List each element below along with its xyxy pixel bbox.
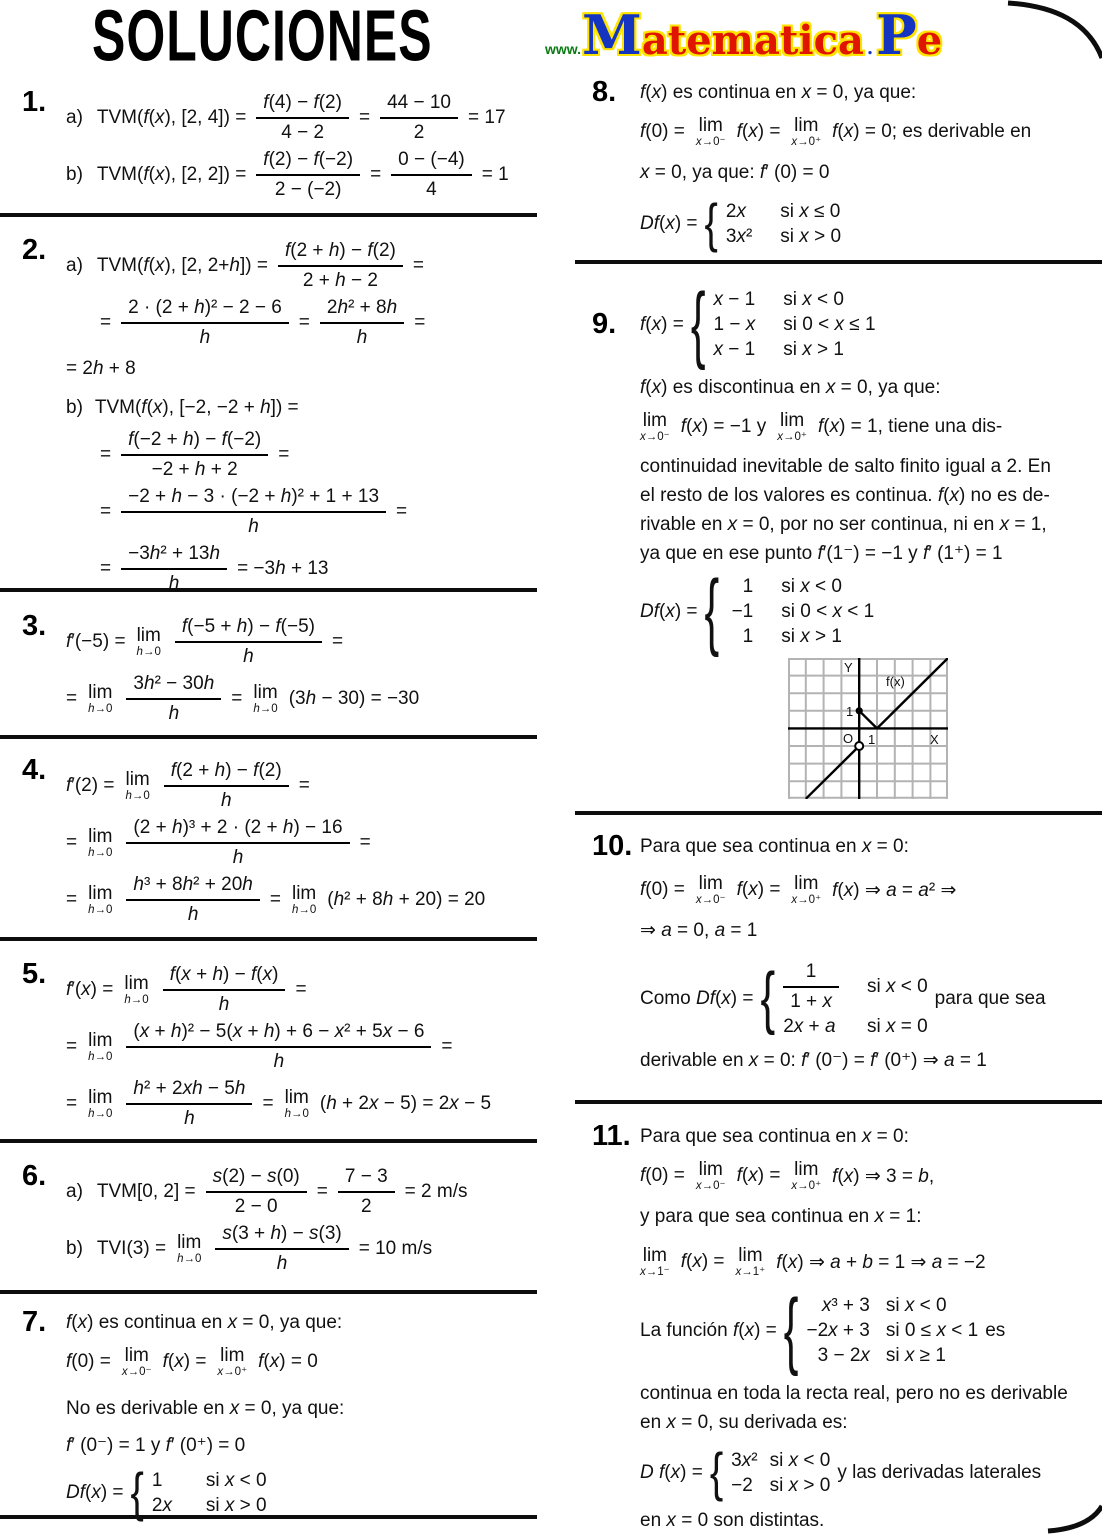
separator-line [575,260,1102,264]
solution-item-6 [20,1162,540,1279]
limit-operator: lim x→0⁻ [640,409,670,443]
fraction: $\frac{f(4) - f(2)}{4 - 2}$ [256,92,349,144]
math-fragment: TVM(f(x), [−2, −2 + h]) = [94,397,299,418]
formula-line [640,1154,1102,1198]
item-number: 6. [22,1160,47,1192]
text-line: en x = 0, su derivada es: [640,1412,848,1433]
fraction: $\frac{f(2 + h) - f(2)}{h}$ [164,760,289,812]
limit-operator: lim x→0⁺ [791,1158,822,1192]
math-fragment: = [262,1093,274,1114]
fraction: $\frac{\text{h³ + 8h² + 20h}}{h}$ [126,874,259,926]
fraction: $\frac{f(-2 + h) - f(-2)}{-2 + h + 2}$ [121,429,268,481]
svg-text:X: X [930,732,939,747]
fraction: $\frac{\text{−3h² + 13h}}{h}$ [121,543,227,595]
math-fragment: = [269,889,281,910]
page-title: SOLUCIONES [92,0,433,77]
formula-line [66,672,540,726]
math-fragment: = [100,444,112,465]
formula-line [100,428,540,482]
formula-line [640,194,1102,254]
math-fragment: = [298,312,310,333]
math-fragment: TVI(3) = [96,1238,167,1259]
math-fragment: = [278,444,290,465]
fraction: $\frac{\text{−2 + h − 3 · (−2 + h)² + 1 + 13}}{h}$ [121,486,386,538]
fraction: $\frac{\text{h² + 2xh − 5h}}{h}$ [126,1078,252,1130]
math-fragment: Df(x) = [66,1482,124,1503]
piecewise-cases: { 1 si x < 0 −1 si 0 < x < 1 1 si x > 1 [704,563,875,659]
math-fragment: = 17 [468,107,506,128]
logo-dot: . [866,38,874,59]
math-fragment: f(x) = [680,1251,725,1272]
math-fragment: = [358,107,371,128]
solution-item-7 [20,1308,540,1523]
text-line: y para que sea continua en x = 1: [640,1206,922,1227]
matematica-pe-logo [545,3,943,67]
math-fragment: f(x) = 0; es derivable en [832,121,1032,142]
math-fragment: f(x) = [736,1165,781,1186]
math-fragment: TVM[0, 2] = [96,1181,196,1202]
math-fragment: = [298,775,310,796]
math-fragment: = 2 m/s [404,1181,468,1202]
fraction: $\frac{\text{(2 + h)³ + 2 · (2 + h) − 16}}{h}$ [126,817,349,869]
formula-line [640,276,1102,372]
item-number: 7. [22,1306,47,1338]
solution-item-5 [20,960,540,1134]
piecewise-cases: { 2x si x ≤ 0 3x² si x > 0 [704,194,842,254]
fraction: $\frac{0 - (-4)}{4}$ [391,149,472,201]
fraction: $\frac{f(2) - f(-2)}{2 - (-2)}$ [256,149,360,201]
item-number: 2. [22,234,47,266]
limit-operator: lim h→0 [136,624,161,658]
item-number: 10. [592,830,633,862]
item-number: 8. [592,76,617,108]
text-line: ya que en ese punto f′(1⁻) = −1 y f′ (1⁺) = 1 [640,543,1003,564]
math-fragment: = 1 [481,164,509,185]
math-fragment: = [441,1036,453,1057]
graph-labels [843,660,939,747]
solution-item-3 [20,612,540,729]
sub-label: b) [66,397,83,418]
math-fragment: Df(x) = [640,213,698,234]
limit-operator: lim x→0⁻ [121,1344,152,1378]
math-fragment: = [66,688,78,709]
formula-line [640,110,1102,154]
text-line: rivable en x = 0, por no ser continua, ni en x = 1, [640,514,1047,535]
math-fragment: = [66,1036,78,1057]
formula-line [66,148,540,202]
text-line: continua en toda la recta real, pero no es derivable [640,1383,1068,1404]
formula-line [66,963,540,1017]
text-line: f(x) es continua en x = 0, ya que: [66,1312,343,1333]
limit-operator: lim h→0 [124,972,149,1006]
piecewise-cases: { 1 si x < 0 2x si x > 0 [130,1463,267,1523]
math-fragment: La función f(x) = [640,1320,777,1341]
limit-operator: lim x→0⁻ [695,872,726,906]
solution-item-8 [575,78,1102,254]
limit-operator: lim h→0 [88,1086,113,1120]
math-fragment: Df(x) = [640,601,698,622]
formula-line [66,91,540,145]
math-fragment: = [231,688,243,709]
text-line: x = 0, ya que: f′ (0) = 0 [640,162,830,183]
math-fragment: y las derivadas laterales [837,1462,1042,1483]
logo-letter-p: P [876,3,917,67]
fraction: $\frac{s(3 + h) - s(3)}{h}$ [215,1223,348,1275]
formula-line [66,1463,540,1523]
formula-line [66,239,540,293]
formula-line [66,873,540,927]
math-fragment: = [100,501,112,522]
limit-operator: lim h→0 [253,681,278,715]
limit-operator: lim x→1⁺ [735,1244,766,1278]
function-graph [788,658,948,799]
svg-text:f(x): f(x) [886,674,905,689]
fraction: $\frac{f(2 + h) - f(2)}{2 + h - 2}$ [278,240,403,292]
piecewise-cases: { x³ + 3 si x < 0 −2x + 3 si 0 ≤ x < 1 3 − 2x si x ≥ 1 [783,1282,979,1378]
math-fragment: = [414,312,426,333]
limit-operator: lim h→0 [125,768,150,802]
math-fragment: = [100,558,112,579]
brace: { [709,1443,724,1503]
limit-operator: lim h→0 [177,1231,202,1265]
math-fragment: = [412,255,424,276]
limit-operator: lim x→0⁺ [791,114,822,148]
sub-label: b) [66,1238,83,1259]
math-fragment: = [295,979,307,1000]
formula-line [100,296,540,350]
fraction: $\frac{s(2) - s(0)}{2 - 0}$ [206,1166,307,1218]
math-fragment: f(x) = 0 [258,1351,318,1372]
limit-operator: lim x→0⁻ [695,1158,726,1192]
logo-letter-e: e [916,17,943,64]
open-point [855,742,863,750]
logo-letter-m: M [582,3,642,67]
limit-operator: lim x→0⁺ [777,409,807,443]
brace: { [760,960,776,1037]
limit-operator: lim h→0 [88,1029,113,1063]
math-fragment: = [66,889,78,910]
math-fragment: para que sea [934,988,1046,1010]
solution-item-11 [575,1122,1102,1535]
sub-label: b) [66,164,83,185]
math-fragment: = [100,312,112,333]
text-line: f′ (0⁻) = 1 y f′ (0⁺) = 0 [66,1435,246,1456]
formula-line [66,759,540,813]
math-fragment: = [396,501,408,522]
item-number: 4. [22,754,47,786]
formula-line [66,615,540,669]
separator-line [0,1139,537,1143]
brace: { [704,194,718,254]
formula-line [640,1239,1102,1285]
brace: { [130,1463,144,1523]
fraction: $\frac{\text{2 · (2 + h)² − 2 − 6}}{h}$ [121,297,289,349]
item-number: 1. [22,86,47,118]
math-fragment: f′(2) = [66,775,115,796]
fraction: $\frac{7 - 3}{2}$ [338,1166,395,1218]
fraction: $\frac{\text{2h² + 8h}}{h}$ [320,297,404,349]
brace: { [690,276,706,372]
math-fragment: = [370,164,382,185]
piecewise-cases: { x − 1 si x < 0 1 − x si 0 < x ≤ 1 x − 1 si x > 1 [690,276,876,372]
svg-text:1: 1 [868,732,876,747]
text-line: f(x) es continua en x = 0, ya que: [640,82,917,103]
separator-line [575,811,1102,815]
solution-item-4 [20,756,540,930]
sub-label: a) [66,255,83,276]
math-fragment: (3h − 30) = −30 [288,688,420,709]
text-line: continuidad inevitable de salto finito igual a 2. En [640,456,1051,477]
sub-label: a) [66,107,83,128]
math-fragment: D f(x) = [640,1462,703,1483]
math-fragment: TVM(f(x), [2, 4]) = [96,107,247,128]
limit-operator: lim h→0 [284,1086,309,1120]
math-fragment: f(x) = [736,879,781,900]
math-fragment: f′(x) = [66,979,114,1000]
math-fragment: (h + 2x − 5) = 2x − 5 [319,1093,492,1114]
fraction: $\frac{44 - 10}{2}$ [380,92,458,144]
text-line: Para que sea continua en x = 0: [640,1126,909,1147]
closed-point [856,707,863,714]
solution-item-9 [575,276,1102,799]
math-fragment: f(x) ⇒ a + b = 1 ⇒ a = −2 [776,1251,986,1273]
math-fragment: = [331,631,344,652]
formula-line [100,485,540,539]
formula-line [66,1165,540,1219]
separator-line [575,1100,1102,1104]
item-number: 9. [592,308,617,340]
math-fragment: = −3h + 13 [237,558,329,579]
math-fragment: f(x) = −1 y [680,416,767,437]
text-line: f(x) es discontinua en x = 0, ya que: [640,377,941,398]
math-fragment: f(0) = [640,879,685,900]
limit-operator: lim h→0 [88,882,113,916]
text-line: el resto de los valores es continua. f(x) no es de- [640,485,1050,506]
math-fragment: f(0) = [66,1351,111,1372]
limit-operator: lim h→0 [291,882,317,916]
svg-text:Y: Y [844,660,853,675]
text-line: No es derivable en x = 0, ya que: [66,1398,345,1419]
fraction: $\frac{\text{(x + h)² − 5(x + h) + 6 − x² + 5x − 6}}{h}$ [126,1021,431,1073]
separator-line [0,735,537,739]
text-line: en x = 0 son distintas. [640,1510,825,1531]
formula-line [640,563,1102,659]
limit-operator: lim x→0⁺ [791,872,822,906]
piecewise-cases: { 3x² si x < 0 −2 si x > 0 [709,1443,831,1503]
fraction: $\frac{\text{3h² − 30h}}{h}$ [126,673,221,725]
formula-line [66,1222,540,1276]
math-fragment: f(x) = [736,121,781,142]
math-fragment: Como Df(x) = [640,988,754,1010]
formula-line [640,405,1102,449]
formula-line [100,542,540,596]
fraction: $\frac{f(-5 + h) - f(-5)}{h}$ [175,616,322,668]
item-number: 5. [22,958,47,990]
math-fragment: TVM(f(x), [2, 2]) = [96,164,247,185]
math-fragment: = [66,832,78,853]
formula-line [640,1282,1102,1378]
formula-line [66,1077,540,1131]
brace: { [704,563,720,659]
formula-line [66,1340,540,1384]
item-number: 3. [22,610,47,642]
separator-line [0,937,537,941]
item-number: 11. [592,1120,631,1152]
svg-text:1: 1 [846,704,854,719]
fraction: $\frac{1}{1 + x}$ [783,961,839,1013]
math-fragment: f(0) = [640,1165,685,1186]
limit-operator: lim x→0⁻ [695,114,726,148]
axes [788,658,948,799]
text-line: ⇒ a = 0, a = 1 [640,920,758,941]
formula-line [640,867,1102,913]
page-border-corner-top-right [1008,3,1102,58]
math-fragment: f(0) = [640,121,685,142]
math-fragment: f′(−5) = [66,631,126,652]
math-fragment: = [66,1093,78,1114]
limit-operator: lim h→0 [88,825,113,859]
formula-line [66,1020,540,1074]
math-fragment: = 10 m/s [358,1238,433,1259]
math-fragment: f(x) = 1, tiene una dis- [817,416,1003,437]
piecewise-cases: { $\frac{1}{1 + x}$ si x < 0 2x + a si x = 0 [760,960,928,1037]
math-fragment: f(x) ⇒ a = a² ⇒ [832,879,957,901]
math-fragment: = [359,832,371,853]
fraction: $\frac{f(x + h) - f(x)}{h}$ [163,964,286,1016]
limit-operator: lim x→1⁻ [640,1244,670,1278]
formula-line [640,1443,1102,1503]
solution-item-2 [20,236,540,599]
text-line: derivable en x = 0: f′ (0⁻) = f′ (0⁺) ⇒ a = 1 [640,1049,987,1071]
math-fragment: f(x) ⇒ 3 = b, [832,1165,935,1187]
solution-item-10 [575,832,1102,1075]
math-fragment: f(x) = [162,1351,207,1372]
limit-operator: lim h→0 [88,681,113,715]
formula-line [640,961,1102,1038]
text-line: Para que sea continua en x = 0: [640,836,909,857]
separator-line [0,213,537,217]
math-fragment: f(x) = [640,314,684,335]
sub-label: a) [66,1181,83,1202]
math-fragment: es [985,1320,1006,1341]
svg-text:O: O [843,731,854,746]
math-fragment: = [316,1181,328,1202]
math-fragment: (h² + 8h + 20) = 20 [327,889,486,910]
logo-www-text: www. [545,41,582,57]
limit-operator: lim x→0⁺ [217,1344,248,1378]
brace: { [783,1282,799,1378]
separator-line [0,1290,537,1294]
math-fragment: TVM(f(x), [2, 2+h]) = [96,255,268,276]
formula-line [66,393,540,422]
logo-atematica-text: atematica [641,17,864,64]
solution-item-1 [20,88,540,205]
formula-line [66,816,540,870]
formula-line: = 2h + 8 [66,358,136,379]
